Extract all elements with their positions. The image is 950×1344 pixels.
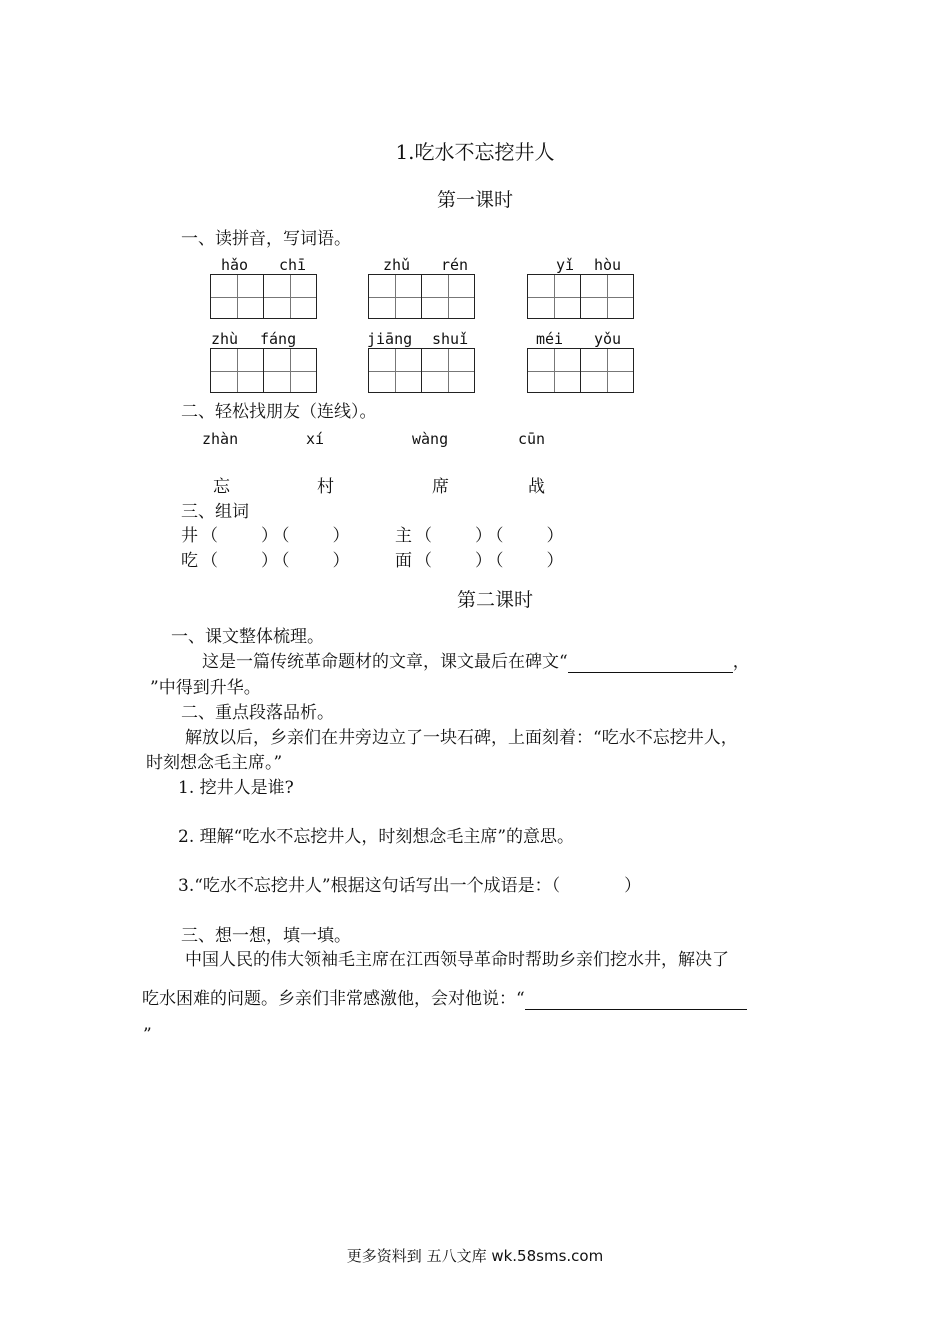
lesson2-heading: 第二课时 [456,589,533,611]
match-pinyin: cūn [518,430,546,448]
pinyin: shuǐ [432,330,469,348]
s2-passage-a: 解放以后，乡亲们在井旁边立了一块石碑，上面刻着：“吃水不忘挖井人， [185,728,738,748]
writing-grid[interactable] [368,348,475,393]
pinyin: yǒu [594,330,622,348]
page-title: 1.吃水不忘挖井人 [395,140,555,164]
s2-passage-b: 时刻想念毛主席。” [146,753,283,773]
s2-question-2: 2. 理解“吃水不忘挖井人，时刻想念毛主席”的意思。 [178,827,575,847]
s3-text-b: 吃水困难的问题。乡亲们非常感激他，会对他说：“ [142,989,525,1009]
match-pinyin: xí [306,430,325,448]
word-group-row: 主（ ）（ ） [395,526,567,546]
s1-text-a: 这是一篇传统革命题材的文章，课文最后在碑文“ [202,652,568,672]
pinyin: chī [279,256,307,274]
pinyin: yǐ [556,256,575,274]
writing-grid[interactable] [527,274,634,319]
match-pinyin: wàng [412,430,449,448]
writing-grid[interactable] [210,348,317,393]
s3-text-c: ” [143,1025,152,1045]
s2-label: 二、重点段落品析。 [181,703,334,723]
pinyin: hǎo [221,256,249,274]
word-group-row: 井（ ）（ ） [181,526,353,546]
footer-link[interactable]: 更多资料到 五八文库 wk.58sms.com [346,1247,604,1265]
match-char: 战 [528,477,545,497]
s2-question-3 [178,875,641,897]
word-group-row: 面（ ）（ ） [395,551,567,571]
s3-text-a: 中国人民的伟大领袖毛主席在江西领导革命时帮助乡亲们挖水井，解决了 [185,950,729,970]
pinyin: fáng [260,330,297,348]
s2-question-3-text: 3.“吃水不忘挖井人”根据这句话写出一个成语是：（ [178,876,561,896]
pinyin: zhǔ [383,256,411,274]
match-char: 席 [432,477,449,497]
pinyin: rén [441,256,469,274]
q3-label: 三、组词 [181,502,249,522]
q1-label: 一、读拼音，写词语。 [181,229,351,249]
s1-text-c: ”中得到升华。 [150,678,261,698]
writing-grid[interactable] [527,348,634,393]
s2-question-1: 1. 挖井人是谁? [178,778,294,798]
s1-text [202,651,750,673]
match-char: 村 [317,477,334,497]
word-group-row: 吃（ ）（ ） [181,551,353,571]
match-char: 忘 [213,477,230,497]
s3-label: 三、想一想，填一填。 [181,926,351,946]
lesson1-heading: 第一课时 [436,189,513,211]
answer-blank[interactable] [525,991,747,1010]
writing-grid[interactable] [210,274,317,319]
answer-blank[interactable] [568,654,733,673]
pinyin: hòu [594,256,622,274]
s3-text-line2 [142,988,747,1010]
pinyin: jiāng [367,330,413,348]
s2-question-3-close: ） [624,876,642,896]
s1-text-b: ， [732,652,750,672]
pinyin: zhù [211,330,239,348]
match-pinyin: zhàn [202,430,239,448]
writing-grid[interactable] [368,274,475,319]
s1-label: 一、课文整体梳理。 [171,627,324,647]
pinyin: méi [536,330,564,348]
q2-label: 二、轻松找朋友（连线）。 [181,402,377,422]
